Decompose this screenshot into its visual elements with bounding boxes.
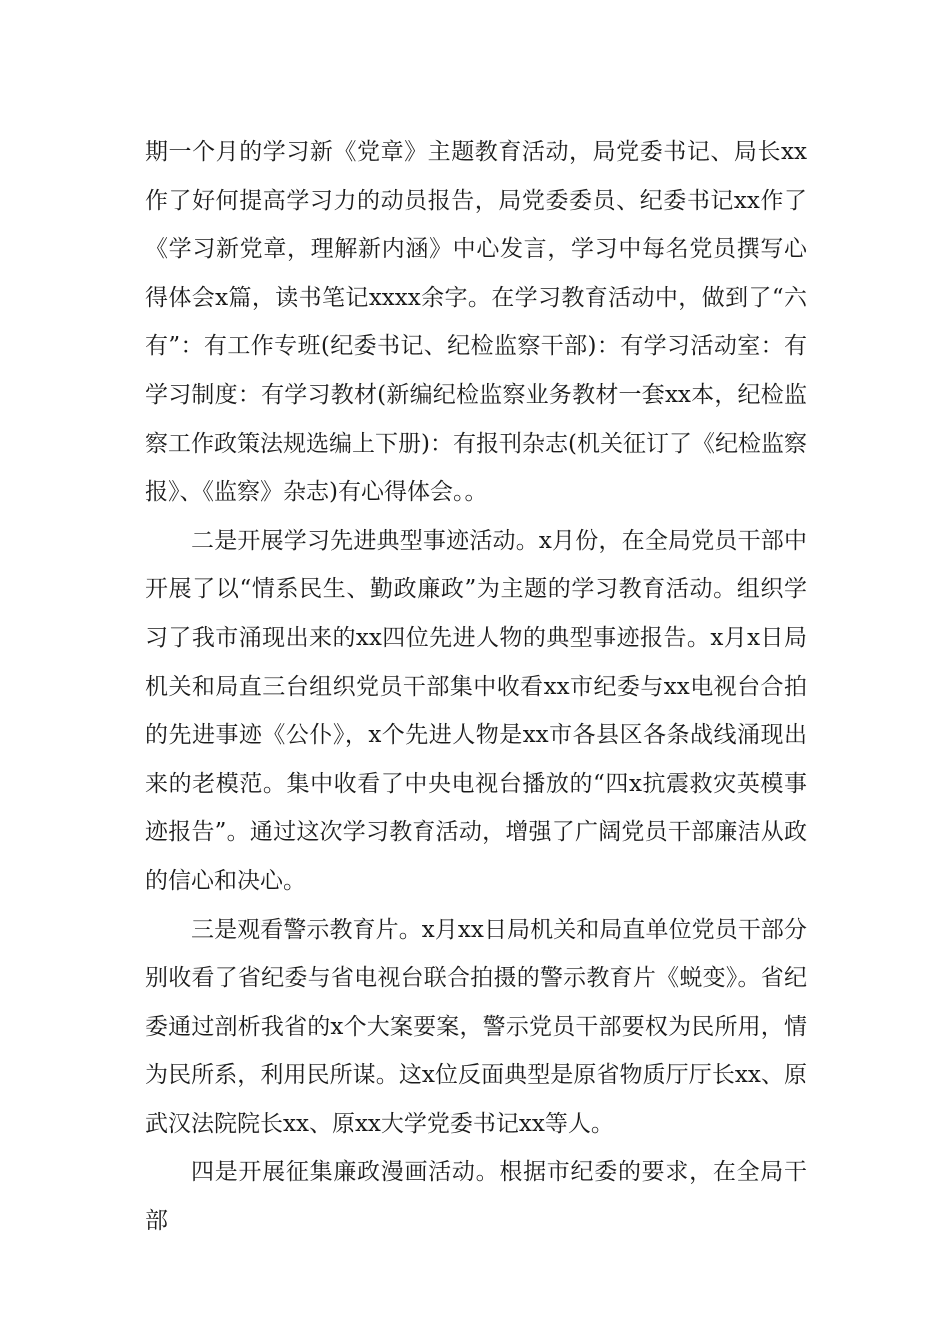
paragraph-warning-education-film: 三是观看警示教育片。x月xx日局机关和局直单位党员干部分别收看了省纪委与省电视台联合拍摄的警示教育片《蜕变》。省纪委通过剖析我省的x个大案要案，警示党员干部要权为民所用，情为民所系，利用民所谋。这x位反面典型是原省物质厅厅长xx、原武汉法院院长xx、原xx大学党委书记xx等人。	[145, 916, 807, 1137]
paragraph-learn-advanced-models: 二是开展学习先进典型事迹活动。x月份，在全局党员干部中开展了以“情系民生、勤政廉政”为主题的学习教育活动。组织学习了我市涌现出来的xx四位先进人物的典型事迹报告。x月x日局机关和局直三台组织党员干部集中收看xx市纪委与xx电视台合拍的先进事迹《公仆》，x个先进人物是xx市各县区各条战线涌现出来的老模范。集中收看了中央电视台播放的“四x抗震救灾英模事迹报告”。通过这次学习教育活动，增强了广阔党员干部廉洁从政的信心和决心。	[145, 527, 807, 894]
document-body	[145, 128, 807, 1246]
paragraph-study-party-constitution: 期一个月的学习新《党章》主题教育活动，局党委书记、局长xx作了好何提高学习力的动员报告，局党委委员、纪委书记xx作了《学习新党章，理解新内涵》中心发言，学习中每名党员撰写心得体会x篇，读书笔记xxxx余字。在学习教育活动中，做到了“六有”：有工作专班(纪委书记、纪检监察干部)：有学习活动室：有学习制度：有学习教材(新编纪检监察业务教材一套xx本，纪检监察工作政策法规选编上下册)：有报刊杂志(机关征订了《纪检监察报》、《监察》杂志)有心得体会。。	[145, 139, 807, 506]
paragraph-integrity-cartoon-collection: 四是开展征集廉政漫画活动。根据市纪委的要求，在全局干部	[145, 1159, 807, 1235]
